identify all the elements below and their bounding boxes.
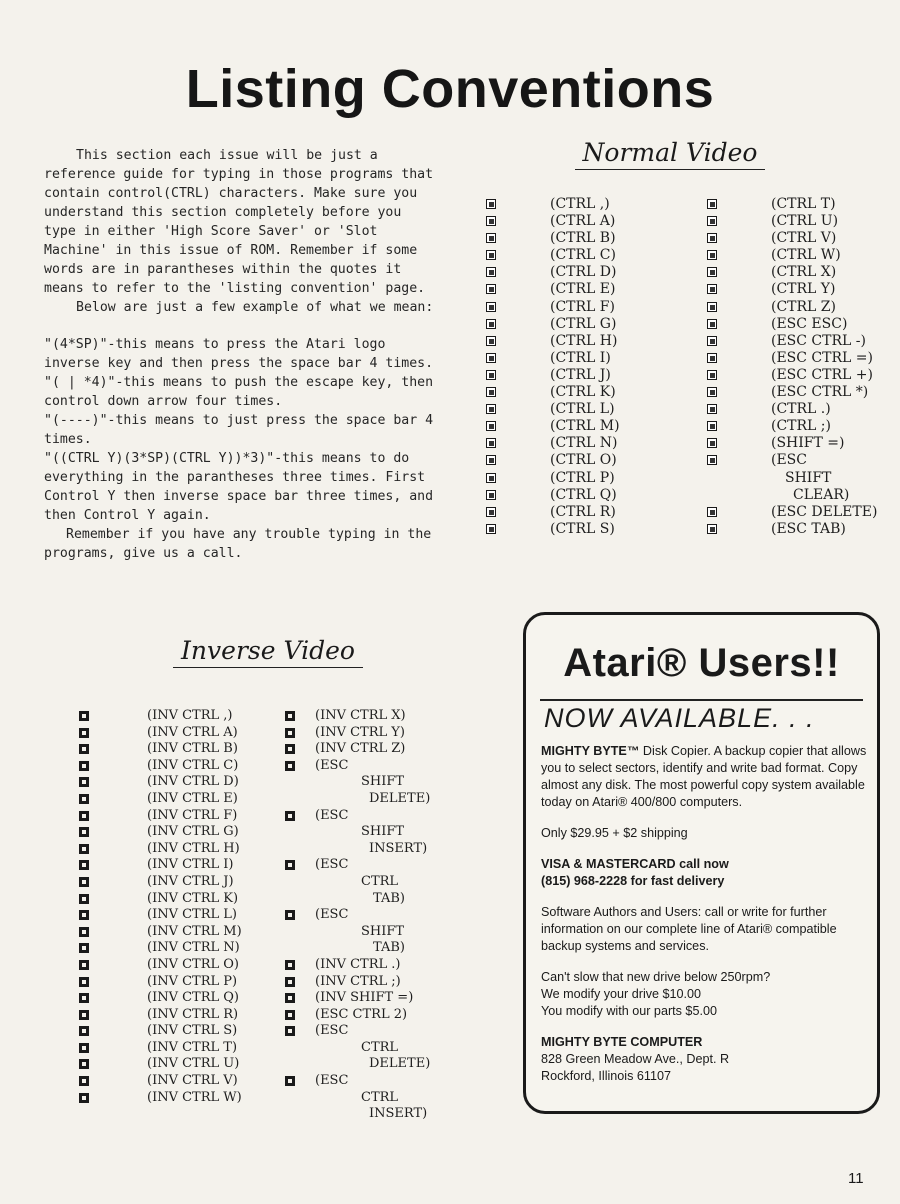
listing-code: (INV CTRL E) <box>147 790 238 806</box>
atari-character-icon <box>79 1026 89 1036</box>
listing-code: (INV CTRL G) <box>147 824 239 840</box>
atari-character-icon <box>707 233 717 243</box>
listing-code: (INV CTRL K) <box>147 890 239 906</box>
listing-code: (CTRL D) <box>550 264 617 281</box>
atari-character-icon <box>486 302 496 312</box>
listing-code: (CTRL I) <box>550 349 611 366</box>
ad-modify <box>541 969 869 1020</box>
atari-character-icon <box>79 860 89 870</box>
atari-character-icon <box>486 421 496 431</box>
listing-code: (INV CTRL Z) <box>315 741 406 757</box>
listing-code: (ESC CTRL =) <box>771 349 873 366</box>
ad-divider <box>540 699 863 701</box>
atari-character-icon <box>79 977 89 987</box>
atari-character-icon <box>486 438 496 448</box>
listing-code: (CTRL F) <box>550 298 615 315</box>
atari-character-icon <box>79 1010 89 1020</box>
listing-code: (INV CTRL N) <box>147 940 240 956</box>
atari-character-icon <box>79 877 89 887</box>
atari-character-icon <box>486 353 496 363</box>
listing-code: (CTRL P) <box>550 469 615 486</box>
ad-order-line-1: VISA & MASTERCARD call now <box>541 857 729 871</box>
ad-product-name: MIGHTY BYTE™ <box>541 744 640 758</box>
atari-character-icon <box>285 960 295 970</box>
listing-code: (INV CTRL Q) <box>147 990 240 1006</box>
listing-code: (CTRL H) <box>550 332 618 349</box>
listing-code: (CTRL Z) <box>771 298 836 315</box>
ad-modify-line-2: We modify your drive $10.00 <box>541 987 702 1001</box>
listing-code: CTRL <box>361 873 399 889</box>
listing-code: (INV CTRL ,) <box>147 708 233 723</box>
listing-code: (INV CTRL L) <box>147 907 237 923</box>
listing-code: (INV CTRL T) <box>147 1039 238 1055</box>
advertisement-box <box>523 612 880 1114</box>
listing-code: (INV CTRL J) <box>147 873 234 889</box>
listing-code: (INV CTRL X) <box>315 708 406 723</box>
atari-character-icon <box>707 438 717 448</box>
atari-character-icon <box>79 728 89 738</box>
atari-character-icon <box>79 927 89 937</box>
listing-code: (SHIFT =) <box>771 435 845 452</box>
ad-authors: Software Authors and Users: call or write for further information on our complete line of Atari® compatible backup systems and services. <box>541 905 837 953</box>
listing-code: (INV CTRL W) <box>147 1089 242 1105</box>
listing-code: (ESC <box>315 757 349 773</box>
listing-code: (ESC CTRL +) <box>771 366 873 383</box>
intro-paragraph-examples: Below are just a few example of what we mean: <box>76 300 434 315</box>
listing-code: (CTRL .) <box>771 401 831 418</box>
listing-code: (INV CTRL F) <box>147 807 238 823</box>
atari-character-icon <box>79 711 89 721</box>
ad-modify-line-3: You modify with our parts $5.00 <box>541 1004 717 1018</box>
atari-character-icon <box>486 233 496 243</box>
example-2: "( | *4)"-this means to push the escape key, then control down arrow four times. <box>44 375 434 409</box>
atari-character-icon <box>79 894 89 904</box>
atari-character-icon <box>79 1059 89 1069</box>
listing-code: (CTRL J) <box>550 366 611 383</box>
atari-character-icon <box>79 1093 89 1103</box>
page-title: Listing Conventions <box>185 59 715 119</box>
ad-order <box>541 856 869 890</box>
atari-character-icon <box>79 794 89 804</box>
listing-code: (INV CTRL M) <box>147 923 242 939</box>
listing-code: (ESC <box>771 452 807 469</box>
ad-company: MIGHTY BYTE COMPUTER <box>541 1035 703 1049</box>
listing-code: (CTRL G) <box>550 315 617 332</box>
listing-code: (INV CTRL R) <box>147 1006 239 1022</box>
ad-title: Atari® Users!! <box>563 641 840 685</box>
listing-code: (CTRL N) <box>550 435 618 452</box>
listing-code: SHIFT <box>361 923 405 939</box>
ad-description <box>541 743 869 811</box>
atari-character-icon <box>486 336 496 346</box>
listing-code: (CTRL Q) <box>550 486 617 503</box>
listing-code: (INV CTRL C) <box>147 757 239 773</box>
atari-character-icon <box>486 455 496 465</box>
atari-character-icon <box>285 993 295 1003</box>
listing-code: (CTRL Y) <box>771 281 836 298</box>
listing-code: (INV CTRL O) <box>147 956 240 972</box>
atari-character-icon <box>486 267 496 277</box>
atari-character-icon <box>285 711 295 721</box>
atari-character-icon <box>486 199 496 209</box>
ad-address-line-1: 828 Green Meadow Ave., Dept. R <box>541 1052 730 1066</box>
inverse-video-heading <box>148 636 388 665</box>
ad-order-line-2: (815) 968-2228 for fast delivery <box>541 874 725 888</box>
listing-code: SHIFT <box>361 824 405 840</box>
normal-video-heading-text: Normal Video <box>575 138 766 170</box>
ad-modify-line-1: Can't slow that new drive below 250rpm? <box>541 970 771 984</box>
intro-text <box>44 146 434 563</box>
listing-code: (ESC <box>315 1073 349 1089</box>
atari-character-icon <box>79 1076 89 1086</box>
listing-code: (ESC TAB) <box>771 520 846 537</box>
atari-character-icon <box>707 284 717 294</box>
example-3: "(----)"-this means to just press the space bar 4 times. <box>44 413 434 447</box>
listing-code: (INV CTRL A) <box>147 724 238 740</box>
atari-character-icon <box>707 353 717 363</box>
listing-code: (INV CTRL ;) <box>315 973 401 989</box>
listing-code: (CTRL U) <box>771 213 839 230</box>
listing-code: (CTRL T) <box>771 196 836 212</box>
atari-character-icon <box>486 404 496 414</box>
ad-body <box>541 743 869 1085</box>
atari-character-icon <box>285 977 295 987</box>
intro-closing: Remember if you have any trouble typing in the programs, give us a call. <box>44 527 432 561</box>
atari-character-icon <box>707 319 717 329</box>
atari-character-icon <box>486 473 496 483</box>
listing-code: (ESC <box>315 907 349 923</box>
intro-paragraph: This section each issue will be just a reference guide for typing in those programs that contain control(CTRL) characters. Make sure you understand this section completely before you type in either 'High Score Saver' or 'Slot Machine' in this issue of ROM. Remember if some words are in parantheses within the quotes it means to refer to the 'listing convention' page. <box>44 148 434 296</box>
listing-code: (CTRL L) <box>550 401 615 418</box>
listing-code: DELETE) <box>369 1056 431 1072</box>
atari-character-icon <box>79 744 89 754</box>
atari-character-icon <box>79 777 89 787</box>
example-4: "((CTRL Y)(3*SP)(CTRL Y))*3)"-this means to do everything in the parantheses three times. First Control Y then inverse space bar three times, and then Control Y again. <box>44 451 434 523</box>
atari-character-icon <box>707 199 717 209</box>
atari-character-icon <box>486 319 496 329</box>
atari-character-icon <box>707 524 717 534</box>
listing-code: SHIFT <box>785 469 832 486</box>
ad-subtitle: NOW AVAILABLE. . . <box>544 703 815 733</box>
listing-code: (CTRL B) <box>550 230 616 247</box>
atari-character-icon <box>285 811 295 821</box>
atari-character-icon <box>707 404 717 414</box>
listing-code: (INV CTRL S) <box>147 1023 238 1039</box>
ad-address-line-2: Rockford, Illinois 61107 <box>541 1069 671 1083</box>
listing-code: (CTRL ;) <box>771 418 831 435</box>
atari-character-icon <box>707 421 717 431</box>
atari-character-icon <box>486 370 496 380</box>
atari-character-icon <box>486 507 496 517</box>
listing-code: (CTRL ,) <box>550 196 610 212</box>
atari-character-icon <box>285 761 295 771</box>
atari-character-icon <box>707 507 717 517</box>
atari-character-icon <box>285 1076 295 1086</box>
atari-character-icon <box>285 744 295 754</box>
listing-code: (INV CTRL Y) <box>315 724 405 740</box>
listing-code: (CTRL R) <box>550 503 616 520</box>
atari-character-icon <box>285 728 295 738</box>
atari-character-icon <box>285 1026 295 1036</box>
listing-code: (INV CTRL I) <box>147 857 234 873</box>
atari-character-icon <box>79 761 89 771</box>
atari-character-icon <box>486 216 496 226</box>
listing-code: (ESC CTRL *) <box>771 384 869 401</box>
listing-code: (CTRL X) <box>771 264 837 281</box>
atari-character-icon <box>79 993 89 1003</box>
listing-code: (ESC CTRL 2) <box>315 1006 408 1022</box>
atari-character-icon <box>486 250 496 260</box>
listing-code: (INV CTRL B) <box>147 741 238 757</box>
listing-code: (ESC DELETE) <box>771 503 878 520</box>
atari-character-icon <box>285 860 295 870</box>
atari-character-icon <box>486 387 496 397</box>
listing-code: (INV CTRL .) <box>315 956 401 972</box>
atari-character-icon <box>707 387 717 397</box>
listing-code: SHIFT <box>361 774 405 790</box>
atari-character-icon <box>707 302 717 312</box>
listing-code: (INV CTRL D) <box>147 774 239 790</box>
atari-character-icon <box>79 844 89 854</box>
listing-code: (CTRL W) <box>771 247 841 264</box>
atari-character-icon <box>285 1010 295 1020</box>
listing-code: INSERT) <box>369 1106 428 1122</box>
listing-code: (CTRL S) <box>550 520 615 537</box>
listing-code: (CTRL O) <box>550 452 617 469</box>
listing-code: (CTRL M) <box>550 418 620 435</box>
example-1: "(4*SP)"-this means to press the Atari logo inverse key and then press the space bar 4 times. <box>44 337 434 371</box>
listing-code: INSERT) <box>369 840 428 856</box>
ad-address <box>541 1034 869 1085</box>
atari-character-icon <box>707 455 717 465</box>
atari-character-icon <box>79 943 89 953</box>
atari-character-icon <box>707 250 717 260</box>
listing-code: TAB) <box>373 940 405 956</box>
ad-price: Only $29.95 + $2 shipping <box>541 826 688 840</box>
listing-code: (INV CTRL V) <box>147 1073 238 1089</box>
listing-code: (ESC <box>315 857 349 873</box>
listing-code: (INV CTRL P) <box>147 973 238 989</box>
atari-character-icon <box>79 910 89 920</box>
listing-code: (ESC <box>315 1023 349 1039</box>
listing-code: CTRL <box>361 1089 399 1105</box>
listing-code: (INV CTRL U) <box>147 1056 240 1072</box>
listing-code: (ESC ESC) <box>771 315 848 332</box>
listing-code: (ESC CTRL -) <box>771 332 866 349</box>
listing-code: TAB) <box>373 890 405 906</box>
listing-code: (CTRL C) <box>550 247 616 264</box>
listing-code: (CTRL K) <box>550 384 616 401</box>
listing-code: (INV CTRL H) <box>147 840 240 856</box>
listing-code: CLEAR) <box>793 486 850 503</box>
atari-character-icon <box>285 910 295 920</box>
atari-character-icon <box>707 216 717 226</box>
atari-character-icon <box>707 370 717 380</box>
atari-character-icon <box>79 1043 89 1053</box>
atari-character-icon <box>79 811 89 821</box>
atari-character-icon <box>486 490 496 500</box>
atari-character-icon <box>79 960 89 970</box>
page-number: 11 <box>848 1170 864 1187</box>
listing-code: (CTRL E) <box>550 281 616 298</box>
atari-character-icon <box>486 284 496 294</box>
ad-description-text: Disk Copier. A backup copier that allows you to select sectors, identify and write bad format. Copy almost any disk. The most powerful copy system available today on Atari® 400/800 computers. <box>541 744 867 809</box>
listing-code: CTRL <box>361 1039 399 1055</box>
atari-character-icon <box>486 524 496 534</box>
atari-character-icon <box>79 827 89 837</box>
listing-code: (CTRL V) <box>771 230 837 247</box>
listing-code: (ESC <box>315 807 349 823</box>
listing-code: (INV SHIFT =) <box>315 990 414 1006</box>
normal-video-heading <box>560 138 780 167</box>
atari-character-icon <box>707 267 717 277</box>
listing-code: DELETE) <box>369 790 431 806</box>
listing-code: (CTRL A) <box>550 213 616 230</box>
inverse-video-heading-text: Inverse Video <box>173 636 363 668</box>
atari-character-icon <box>707 336 717 346</box>
